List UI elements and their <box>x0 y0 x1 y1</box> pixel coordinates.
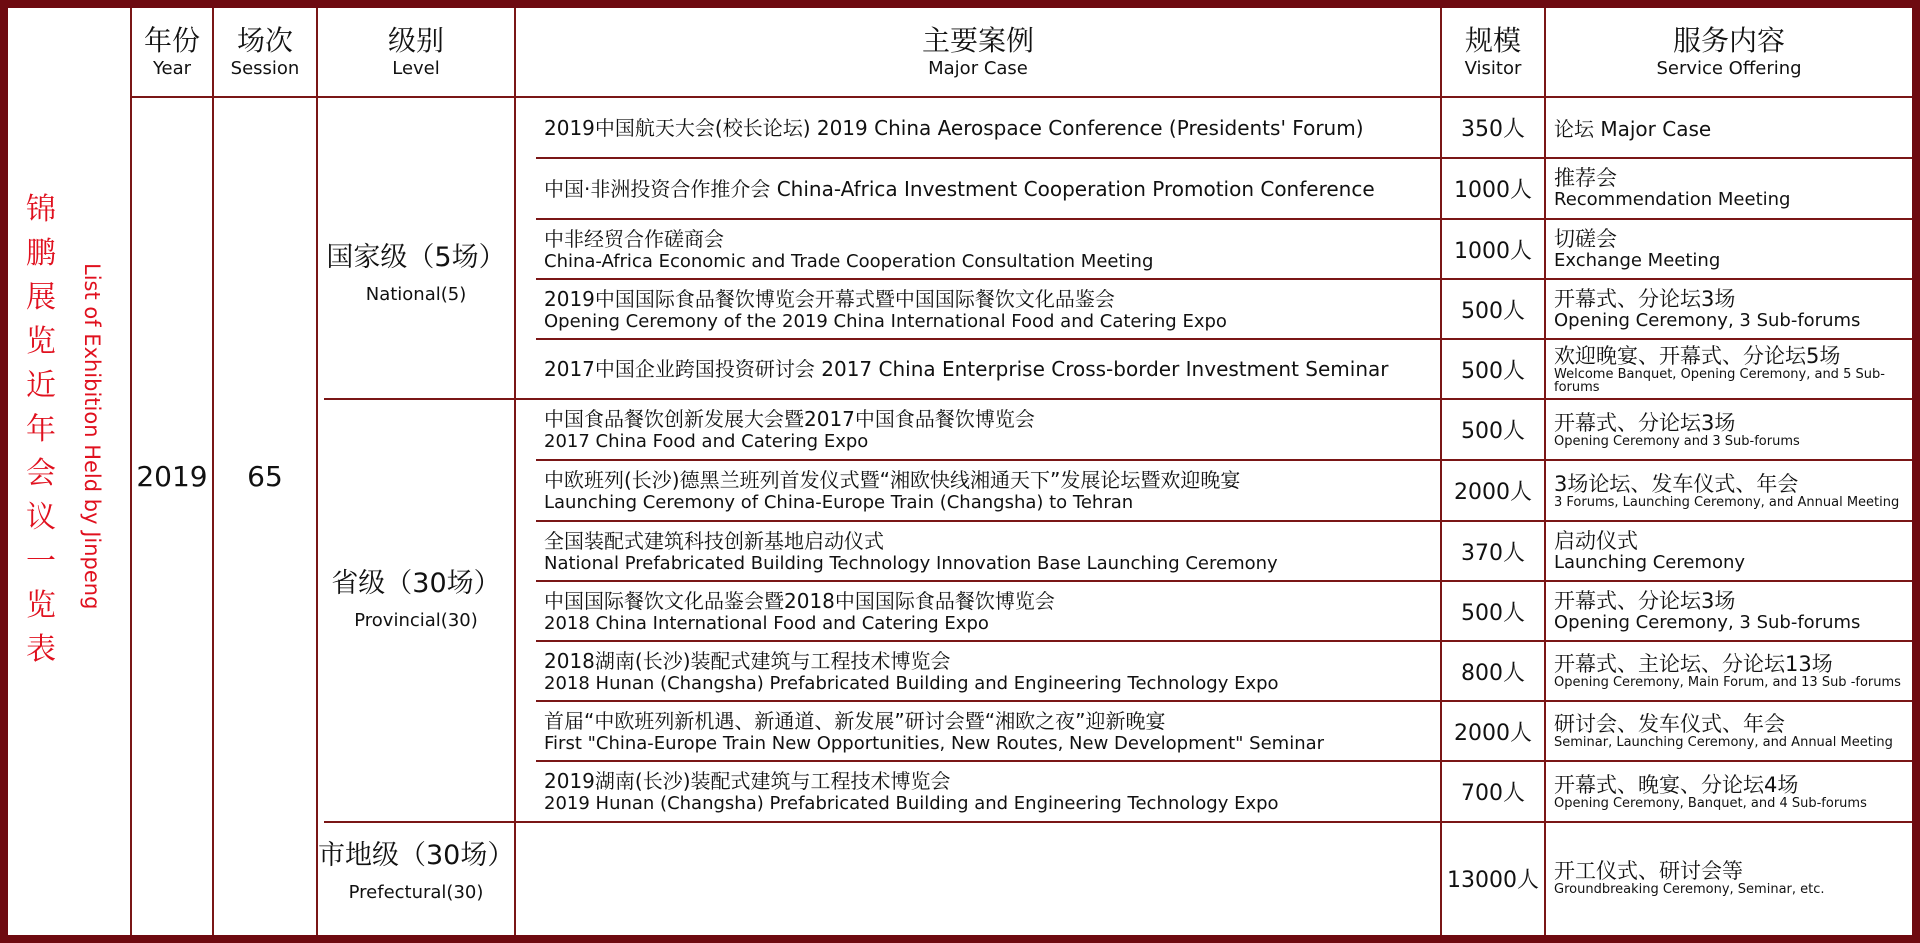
visitor-cell: 500人 <box>1461 419 1525 444</box>
service-zh: 启动仪式 <box>1554 528 1638 553</box>
case-cell <box>536 159 1450 218</box>
service-zh: 开幕式、分论坛3场 <box>1554 410 1736 435</box>
side-title-char: 表 <box>26 632 56 667</box>
case-zh: 首届“中欧班列新机遇、新通道、新发展”研讨会暨“湘欧之夜”迎新晚宴 <box>544 708 1166 733</box>
service-cell <box>1546 159 1918 218</box>
service-en: Groundbreaking Ceremony, Seminar, etc. <box>1554 882 1825 897</box>
case-en: 2018 Hunan (Changsha) Prefabricated Building and Engineering Technology Expo <box>544 672 1279 694</box>
service-en: Opening Ceremony, Banquet, and 4 Sub-forums <box>1554 795 1867 811</box>
case-cell <box>536 461 1450 520</box>
header-service: 服务内容 Service Offering <box>1656 24 1802 79</box>
service-zh: 开工仪式、研讨会等 <box>1554 859 1743 883</box>
side-title-char: 一 <box>26 544 56 579</box>
case-text: 2017中国企业跨国投资研讨会 2017 China Enterprise Cross-border Investment Seminar <box>544 357 1389 381</box>
service-zh: 3场论坛、发车仪式、年会 <box>1554 471 1799 496</box>
side-title-zh <box>24 188 58 672</box>
case-cell <box>536 522 1450 580</box>
case-zh: 中国食品餐饮创新发展大会暨2017中国食品餐饮博览会 <box>544 407 1035 431</box>
case-text: 2019中国航天大会(校长论坛) 2019 China Aerospace Conference (Presidents' Forum) <box>544 115 1364 140</box>
visitor-cell: 370人 <box>1461 540 1525 566</box>
service-cell <box>1546 461 1918 520</box>
service-en: Opening Ceremony and 3 Sub-forums <box>1554 433 1800 449</box>
service-zh: 推荐会 <box>1554 166 1617 190</box>
service-en: Welcome Banquet, Opening Ceremony, and 5 Sub-forums <box>1554 366 1885 395</box>
session-value: 65 <box>247 460 283 493</box>
service-en: Opening Ceremony, 3 Sub-forums <box>1554 611 1861 633</box>
case-en: 2019 Hunan (Changsha) Prefabricated Building and Engineering Technology Expo <box>544 793 1279 814</box>
service-cell <box>1546 98 1918 157</box>
service-zh: 开幕式、晚宴、分论坛4场 <box>1554 772 1799 797</box>
service-en: 3 Forums, Launching Ceremony, and Annual Meeting <box>1554 494 1900 510</box>
case-zh: 2019中国国际食品餐饮博览会开幕式暨中国国际餐饮文化品鉴会 <box>544 286 1115 311</box>
header-year: 年份 Year <box>143 24 200 79</box>
service-cell <box>1546 702 1918 760</box>
service-cell <box>1546 582 1918 640</box>
service-en: Opening Ceremony, 3 Sub-forums <box>1554 309 1861 331</box>
service-zh: 研讨会、发车仪式、年会 <box>1554 712 1785 736</box>
case-cell <box>536 220 1450 278</box>
level-prefectural: 市地级（30场） Prefectural(30) <box>318 840 515 903</box>
visitor-cell: 500人 <box>1461 298 1525 324</box>
header-session: 场次 Session <box>230 24 300 79</box>
case-zh: 2019湖南(长沙)装配式建筑与工程技术博览会 <box>544 769 951 793</box>
visitor-cell: 500人 <box>1461 600 1525 626</box>
visitor-cell: 700人 <box>1461 781 1525 806</box>
service-zh: 开幕式、分论坛3场 <box>1554 588 1736 613</box>
visitor-cell: 800人 <box>1461 660 1525 686</box>
case-cell <box>536 702 1450 760</box>
service-en: Recommendation Meeting <box>1554 189 1791 210</box>
service-cell <box>1546 400 1918 459</box>
side-title-char: 锦 <box>26 192 56 227</box>
service-text: 论坛 Major Case <box>1554 117 1712 141</box>
case-cell <box>536 762 1450 821</box>
service-en: Seminar, Launching Ceremony, and Annual Meeting <box>1554 735 1893 750</box>
service-cell <box>1546 280 1918 338</box>
case-cell <box>536 582 1450 640</box>
case-text: 中国·非洲投资合作推介会 China-Africa Investment Cooperation Promotion Conference <box>544 176 1375 201</box>
case-cell <box>536 98 1450 157</box>
side-title-char: 鹏 <box>26 236 56 271</box>
case-zh: 中非经贸合作磋商会 <box>544 226 724 251</box>
header-major-case: 主要案例 Major Case <box>921 24 1034 79</box>
service-zh: 开幕式、主论坛、分论坛13场 <box>1554 652 1833 676</box>
visitor-cell: 500人 <box>1461 358 1525 384</box>
header-visitor: 规模 Visitor <box>1464 24 1522 79</box>
side-title-char: 近 <box>26 368 56 403</box>
service-cell <box>1546 762 1918 821</box>
case-cell <box>536 340 1450 398</box>
visitor-cell: 13000人 <box>1447 867 1539 893</box>
case-cell <box>536 400 1450 459</box>
service-en: Exchange Meeting <box>1554 249 1721 271</box>
case-cell <box>536 642 1450 700</box>
side-title-char: 展 <box>26 280 56 315</box>
case-zh: 中国国际餐饮文化品鉴会暨2018中国国际食品餐饮博览会 <box>544 588 1055 613</box>
service-cell <box>1546 823 1918 933</box>
level-national: 国家级（5场） National(5) <box>326 242 506 305</box>
case-zh: 全国装配式建筑科技创新基地启动仪式 <box>544 528 884 553</box>
visitor-cell: 2000人 <box>1454 720 1532 746</box>
case-en: Launching Ceremony of China-Europe Train (Changsha) to Tehran <box>544 492 1134 513</box>
service-en: Opening Ceremony, Main Forum, and 13 Sub -forums <box>1554 675 1901 690</box>
service-en: Launching Ceremony <box>1554 551 1746 573</box>
case-cell <box>536 280 1450 338</box>
case-en: 2017 China Food and Catering Expo <box>544 431 869 452</box>
case-zh: 中欧班列(长沙)德黑兰班列首发仪式暨“湘欧快线湘通天下”发展论坛暨欢迎晚宴 <box>544 468 1241 492</box>
side-title-char: 议 <box>26 500 56 535</box>
side-title-char: 会 <box>26 456 56 491</box>
side-title-char: 览 <box>26 324 56 359</box>
visitor-cell: 350人 <box>1461 117 1525 142</box>
service-zh: 欢迎晚宴、开幕式、分论坛5场 <box>1554 343 1841 368</box>
exhibition-table <box>8 8 1912 935</box>
service-zh: 开幕式、分论坛3场 <box>1554 286 1736 311</box>
level-provincial: 省级（30场） Provincial(30) <box>331 568 501 631</box>
side-title <box>8 8 128 935</box>
case-en: China-Africa Economic and Trade Cooperation Consultation Meeting <box>544 250 1154 272</box>
visitor-cell: 1000人 <box>1454 238 1532 264</box>
case-en: First "China-Europe Train New Opportunities, New Routes, New Development" Seminar <box>544 732 1325 754</box>
service-cell <box>1546 340 1918 398</box>
case-en: National Prefabricated Building Technology Innovation Base Launching Ceremony <box>544 552 1278 574</box>
service-cell <box>1546 522 1918 580</box>
visitor-cell: 1000人 <box>1454 178 1532 203</box>
header-level: 级别 Level <box>387 24 444 79</box>
side-title-char: 年 <box>26 412 56 447</box>
visitor-cell: 2000人 <box>1454 480 1532 505</box>
year-value: 2019 <box>136 460 208 493</box>
case-zh: 2018湖南(长沙)装配式建筑与工程技术博览会 <box>544 648 951 673</box>
side-title-char: 览 <box>26 588 56 623</box>
service-cell <box>1546 220 1918 278</box>
case-en: 2018 China International Food and Catering Expo <box>544 612 989 634</box>
side-title-en: List of Exhibition Held by Jinpeng <box>80 263 104 610</box>
service-zh: 切磋会 <box>1554 226 1617 251</box>
service-cell <box>1546 642 1918 700</box>
case-en: Opening Ceremony of the 2019 China International Food and Catering Expo <box>544 310 1227 332</box>
